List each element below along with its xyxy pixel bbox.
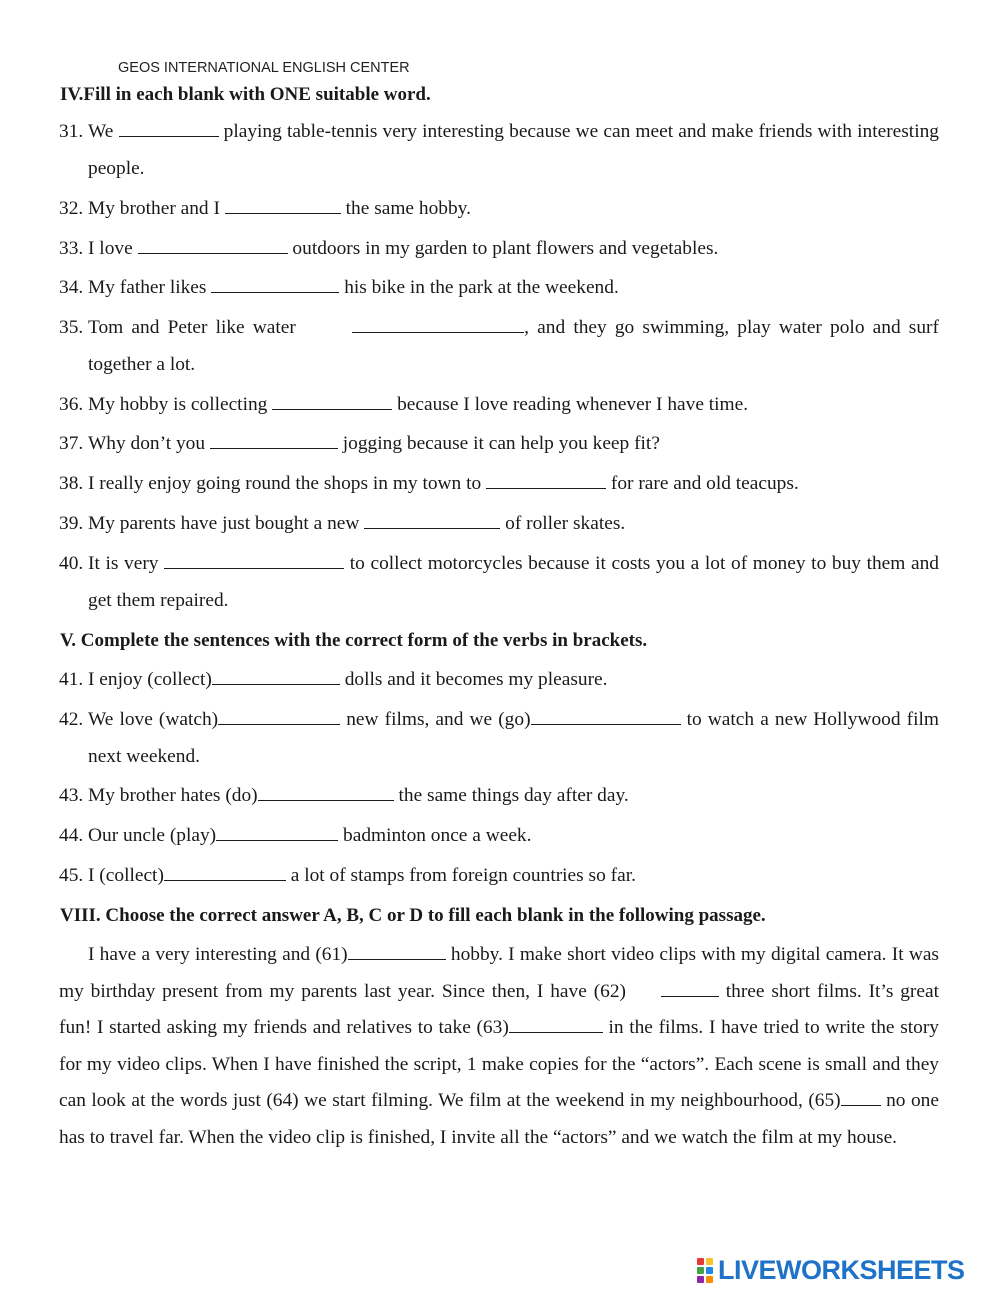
answer-blank-42b[interactable] xyxy=(531,709,681,725)
question-text-after: jogging because it can help you keep fit? xyxy=(342,433,660,454)
question-45 xyxy=(59,858,939,895)
question-text-before: I really enjoy going round the shops in my town to xyxy=(88,473,482,494)
logo-cube xyxy=(706,1276,713,1283)
question-number: 36. xyxy=(59,394,84,415)
question-text-after: to collect motorcycles because it costs you a lot of money to buy them and get them repaired. xyxy=(88,553,939,611)
question-text-before: My hobby is collecting xyxy=(88,394,268,415)
question-number: 43. xyxy=(59,785,84,806)
passage-text: in the films. I have tried to write the story for my video clips. When I have finished the script, 1 make copies for the “actors”. Each scene is small and they can look at the words just (64) we start filming. We film at the weekend in my neighbourhood, (65) xyxy=(59,1017,939,1111)
question-number: 35. xyxy=(59,317,84,338)
answer-blank-41[interactable] xyxy=(212,669,340,685)
question-number: 39. xyxy=(59,513,84,534)
answer-blank-65[interactable] xyxy=(841,1090,881,1106)
liveworksheets-logo[interactable] xyxy=(697,1255,965,1286)
question-text-after: the same hobby. xyxy=(345,198,471,219)
question-44 xyxy=(59,818,939,855)
question-text-before: Tom and Peter like water xyxy=(88,317,296,338)
question-text-before: My brother hates (do) xyxy=(88,785,258,806)
logo-cube xyxy=(697,1276,704,1283)
section-4-heading: IV.Fill in each blank with ONE suitable word. xyxy=(60,84,431,105)
center-name: GEOS INTERNATIONAL ENGLISH CENTER xyxy=(118,60,410,76)
question-35 xyxy=(59,310,939,383)
reading-passage xyxy=(59,937,939,1156)
question-number: 33. xyxy=(59,238,84,259)
question-text-after: playing table-tennis very interesting because we can meet and make friends with interesting people. xyxy=(88,121,939,179)
section-8-heading: VIII. Choose the correct answer A, B, C or D to fill each blank in the following passage. xyxy=(60,905,766,926)
passage-text: three short films. It’s great fun! I started asking my friends and relatives to take (63) xyxy=(59,980,939,1038)
answer-blank-43[interactable] xyxy=(258,785,394,801)
answer-blank-34[interactable] xyxy=(211,277,339,293)
question-text-before: My father likes xyxy=(88,277,207,298)
question-text-before: I love xyxy=(88,238,133,259)
answer-blank-37[interactable] xyxy=(210,433,338,449)
question-text-before: We xyxy=(88,121,114,142)
question-43 xyxy=(59,778,939,815)
question-number: 37. xyxy=(59,433,84,454)
logo-cube xyxy=(706,1258,713,1265)
logo-cube xyxy=(697,1267,704,1274)
answer-blank-44[interactable] xyxy=(216,825,338,841)
answer-blank-38[interactable] xyxy=(486,473,606,489)
logo-text: LIVEWORKSHEETS xyxy=(718,1255,965,1285)
question-text-after: because I love reading whenever I have time. xyxy=(397,394,749,415)
answer-blank-32[interactable] xyxy=(225,198,341,214)
answer-blank-45[interactable] xyxy=(164,865,286,881)
question-text-before: I enjoy (collect) xyxy=(88,669,212,690)
question-text-after: dolls and it becomes my pleasure. xyxy=(344,669,608,690)
question-text-before: My parents have just bought a new xyxy=(88,513,360,534)
question-text-after: for rare and old teacups. xyxy=(610,473,799,494)
answer-blank-33[interactable] xyxy=(138,238,288,254)
answer-blank-40[interactable] xyxy=(164,553,344,569)
question-number: 44. xyxy=(59,825,84,846)
question-37 xyxy=(59,426,939,463)
question-number: 38. xyxy=(59,473,84,494)
question-text-before: We love (watch) xyxy=(88,709,219,730)
question-number: 31. xyxy=(59,121,84,142)
question-41 xyxy=(59,662,939,699)
question-text-after: badminton once a week. xyxy=(343,825,532,846)
question-32 xyxy=(59,191,939,228)
answer-blank-62[interactable] xyxy=(661,981,719,997)
question-text-after: his bike in the park at the weekend. xyxy=(344,277,619,298)
passage-text: no one has to travel far. When the video clip is finished, I invite all the “actors” and we watch the film at my house. xyxy=(59,1090,939,1148)
question-number: 32. xyxy=(59,198,84,219)
question-text-after: outdoors in my garden to plant flowers and vegetables. xyxy=(292,238,719,259)
logo-cubes-icon xyxy=(697,1258,713,1283)
question-text-after: a lot of stamps from foreign countries so far. xyxy=(290,865,636,886)
passage-text: I have a very interesting and (61) xyxy=(88,944,348,965)
question-number: 41. xyxy=(59,669,84,690)
question-text-before: It is very xyxy=(88,553,159,574)
passage-text: hobby. I make short video clips with my digital camera. It was my birthday present from my parents last year. Since then, I have (62) xyxy=(59,944,939,1002)
answer-blank-36[interactable] xyxy=(272,394,392,410)
question-text-after: , and they go swimming, play water polo and surf together a lot. xyxy=(88,317,939,375)
question-text-before: I (collect) xyxy=(88,865,164,886)
question-text-after: of roller skates. xyxy=(505,513,626,534)
question-36 xyxy=(59,387,939,424)
question-number: 45. xyxy=(59,865,84,886)
question-text-after: to watch a new Hollywood film next weekend. xyxy=(88,709,939,767)
question-33 xyxy=(59,231,939,268)
question-34 xyxy=(59,270,939,307)
question-text-before: My brother and I xyxy=(88,198,220,219)
logo-cube xyxy=(706,1267,713,1274)
question-text-middle: new films, and we (go) xyxy=(346,709,531,730)
question-38 xyxy=(59,466,939,503)
answer-blank-35[interactable] xyxy=(352,317,524,333)
logo-cube xyxy=(697,1258,704,1265)
question-text-before: Why don’t you xyxy=(88,433,206,454)
answer-blank-42a[interactable] xyxy=(218,709,340,725)
answer-blank-61[interactable] xyxy=(348,944,446,960)
question-42 xyxy=(59,702,939,775)
question-text-after: the same things day after day. xyxy=(398,785,629,806)
question-number: 34. xyxy=(59,277,84,298)
question-31 xyxy=(59,114,939,187)
question-number: 40. xyxy=(59,553,84,574)
answer-blank-39[interactable] xyxy=(364,513,500,529)
question-number: 42. xyxy=(59,709,84,730)
question-40 xyxy=(59,546,939,619)
answer-blank-63[interactable] xyxy=(509,1017,603,1033)
answer-blank-31[interactable] xyxy=(119,121,219,137)
section-5-heading: V. Complete the sentences with the correct form of the verbs in brackets. xyxy=(60,630,648,651)
question-text-before: Our uncle (play) xyxy=(88,825,217,846)
question-39 xyxy=(59,506,939,543)
